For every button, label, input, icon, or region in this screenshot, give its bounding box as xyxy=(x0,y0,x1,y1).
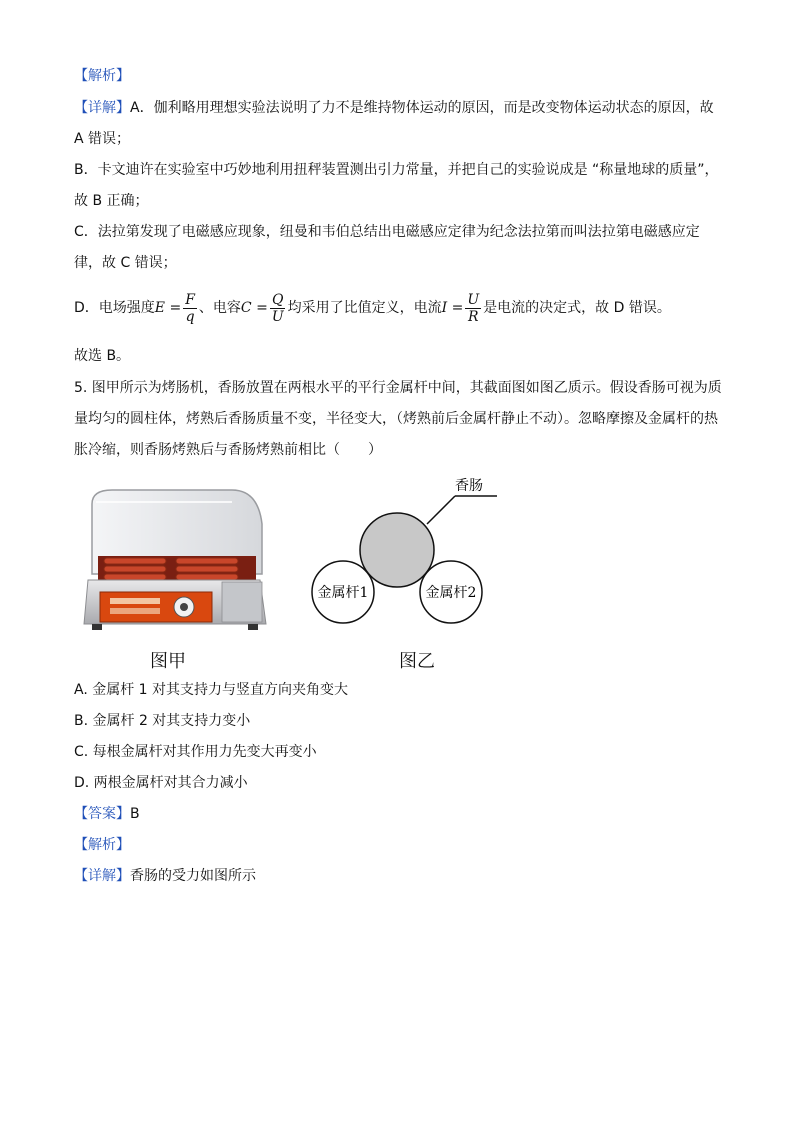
formula-e-denominator: q xyxy=(185,308,195,325)
option-b: B. 金属杆 2 对其支持力变小 xyxy=(74,713,251,729)
option-c-explanation: C．法拉第发现了电磁感应现象，纽曼和韦伯总结出电磁感应定律为纪念法拉第而叫法拉第电磁感应定 xyxy=(74,224,700,240)
formula-e-lhs: E = xyxy=(154,300,182,316)
option-c: C. 每根金属杆对其作用力先变大再变小 xyxy=(74,744,317,760)
option-d: D. 两根金属杆对其合力减小 xyxy=(74,775,248,791)
formula-c-numerator: Q xyxy=(271,291,284,308)
option-d-text-capacitance: 、电容 xyxy=(198,300,241,316)
detail-tag-1: 【详解】 xyxy=(74,100,130,116)
formula-i-fraction xyxy=(465,292,481,325)
cross-section-diagram xyxy=(305,468,505,632)
label-sausage: 香肠 xyxy=(455,478,483,494)
analysis-heading-2: 【解析】 xyxy=(74,837,130,853)
hotdog-machine-image xyxy=(82,484,272,634)
figure-jia-caption: 图甲 xyxy=(150,651,186,672)
option-c-explanation-cont: 律，故 C 错误； xyxy=(74,255,177,271)
detail-text-5: 香肠的受力如图所示 xyxy=(130,868,256,884)
detail-line-a xyxy=(74,98,714,118)
answer-value: B xyxy=(130,806,140,822)
sausage-circle xyxy=(360,513,434,587)
option-d-suffix: 是电流的决定式，故 D 错误。 xyxy=(483,300,671,316)
option-a: A. 金属杆 1 对其支持力与竖直方向夹角变大 xyxy=(74,682,349,698)
question-5-line-3: 胀冷缩，则香肠烤熟后与香肠烤熟前相比（ ） xyxy=(74,442,382,458)
option-b-explanation-cont: 故 B 正确； xyxy=(74,193,149,209)
formula-e-fraction xyxy=(183,292,197,325)
formula-i-lhs: I = xyxy=(441,300,464,316)
formula-e-numerator: F xyxy=(185,291,195,308)
option-d-explanation xyxy=(74,288,671,328)
answer-line xyxy=(74,804,140,824)
analysis-heading-1: 【解析】 xyxy=(74,68,130,84)
formula-i-numerator: U xyxy=(467,291,480,308)
formula-c-fraction xyxy=(270,292,286,325)
figure-yi-caption: 图乙 xyxy=(399,651,435,672)
formula-c-denominator: U xyxy=(271,308,284,325)
option-a-explanation-cont: A 错误； xyxy=(74,131,131,147)
option-b-explanation: B．卡文迪许在实验室中巧妙地利用扭秤装置测出引力常量，并把自己的实验说成是 “称量地球的质量”， xyxy=(74,162,719,178)
choose-answer-1: 故选 B。 xyxy=(74,348,131,364)
label-rod-1: 金属杆1 xyxy=(317,585,369,601)
option-d-prefix: D．电场强度 xyxy=(74,300,155,316)
option-a-explanation: A．伽利略用理想实验法说明了力不是维持物体运动的原因，而是改变物体运动状态的原因，故 xyxy=(130,100,714,116)
sausage-leader-line xyxy=(427,496,455,524)
formula-i-denominator: R xyxy=(467,308,479,325)
question-5-line-2: 量均匀的圆柱体，烤熟后香肠质量不变，半径变大，（烤熟前后金属杆静止不动）。忽略摩擦及金属杆的热 xyxy=(74,411,718,427)
option-d-text-ratio: 均采用了比值定义，电流 xyxy=(287,300,442,316)
detail-line-5 xyxy=(74,866,256,886)
detail-tag-2: 【详解】 xyxy=(74,868,130,884)
answer-tag: 【答案】 xyxy=(74,806,130,822)
question-5-line-1: 5. 图甲所示为烤肠机，香肠放置在两根水平的平行金属杆中间，其截面图如图乙质示。假设香肠可视为质 xyxy=(74,380,722,396)
label-rod-2: 金属杆2 xyxy=(425,585,477,601)
formula-c-lhs: C = xyxy=(240,300,268,316)
